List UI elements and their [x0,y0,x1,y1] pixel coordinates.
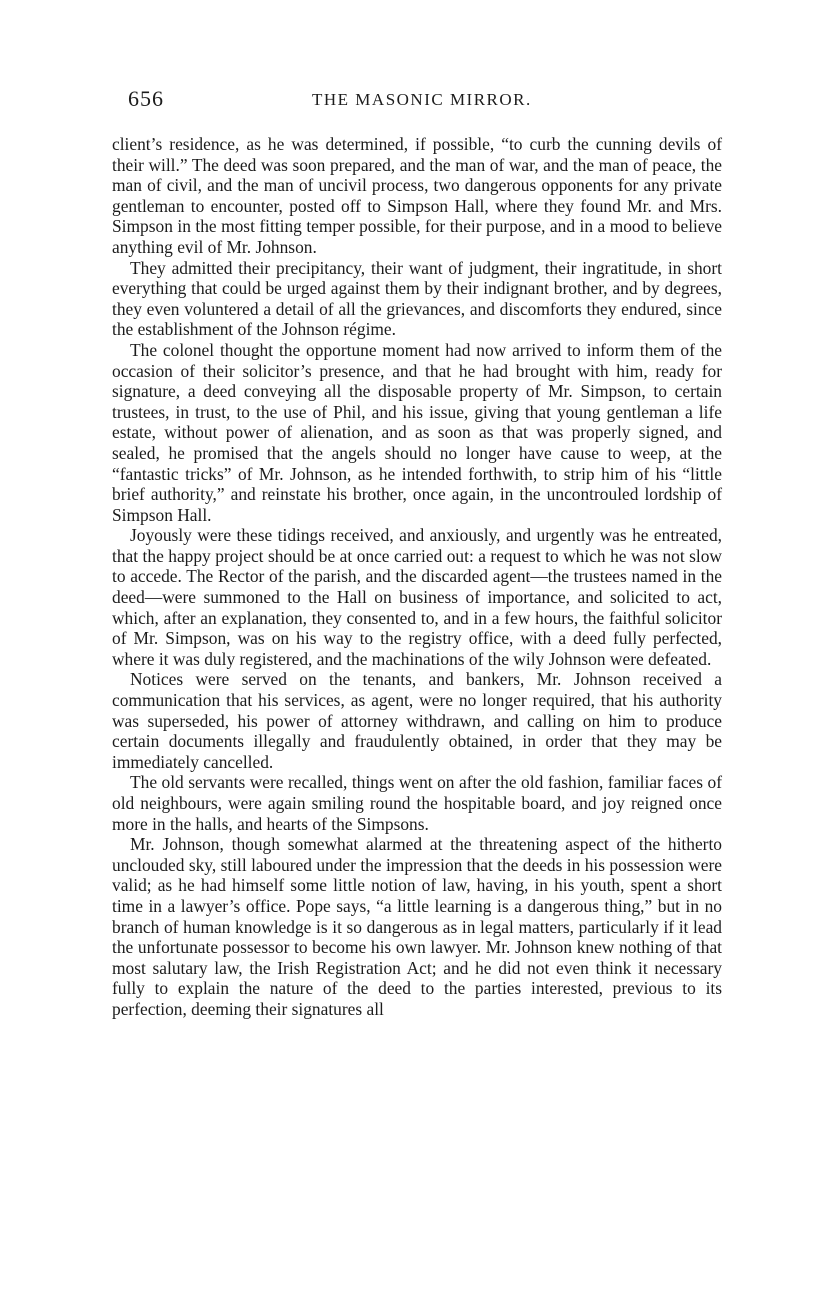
paragraph-3: The colonel thought the opportune moment had now arrived to inform them of the occasion of their solicitor’s presence, and that he had brought with him, ready for signature, a deed conveying all the disposable property of Mr. Simpson, to certain trustees, in trust, to the use of Phil, and his issue, giving that young gentleman a life estate, without power of alienation, and as soon as that was properly signed, and sealed, he promised that the angels should no longer have cause to weep, at the “fantastic tricks” of Mr. Johnson, as he intended forthwith, to strip him of his “little brief authority,” and reinstate his brother, once again, in the uncontrouled lordship of Simpson Hall. [112,339,722,525]
page-header [112,86,722,126]
book-page [112,86,722,1020]
page-number: 656 [128,86,164,111]
running-title: THE MASONIC MIRROR. [312,90,532,109]
paragraph-5: Notices were served on the tenants, and bankers, Mr. Johnson received a communication that his services, as agent, were no longer required, that his authority was superseded, his power of attorney withdrawn, and calling on him to produce certain documents illegally and fraudulently obtained, in order that they may be immediately cancelled. [112,669,722,772]
paragraph-6: The old servants were recalled, things went on after the old fashion, familiar faces of old neighbours, were again smiling round the hospitable board, and joy reigned once more in the halls, and hearts of the Simpsons. [112,772,722,834]
paragraph-1: client’s residence, as he was determined, if possible, “to curb the cunning devils of their will.” The deed was soon prepared, and the man of war, and the man of peace, the man of civil, and the man of uncivil process, two dangerous opponents for any private gentleman to encounter, posted off to Simpson Hall, where they found Mr. and Mrs. Simpson in the most fitting temper possible, for their purpose, and in a mood to believe anything evil of Mr. Johnson. [112,134,722,257]
paragraph-2: They admitted their precipitancy, their want of judgment, their ingratitude, in short everything that could be urged against them by their indignant brother, and by degrees, they even voluntered a detail of all the grievances, and discomforts they endured, since the establishment of the Johnson régime. [112,257,722,340]
body-text [112,134,722,1020]
paragraph-4: Joyously were these tidings received, and anxiously, and urgently was he entreated, that the happy project should be at once carried out: a request to which he was not slow to accede. The Rector of the parish, and the discarded agent—the trustees named in the deed—were summoned to the Hall on business of importance, and solicited to act, which, after an explanation, they consented to, and in a few hours, the faithful solicitor of Mr. Simpson, was on his way to the registry office, with a deed fully perfected, where it was duly registered, and the machinations of the wily Johnson were defeated. [112,525,722,669]
paragraph-7: Mr. Johnson, though somewhat alarmed at the threatening aspect of the hitherto unclouded sky, still laboured under the impression that the deeds in his possession were valid; as he had himself some little notion of law, having, in his youth, spent a short time in a lawyer’s office. Pope says, “a little learning is a dangerous thing,” but in no branch of human knowledge is it so dangerous as in legal matters, particularly if it lead the unfortunate possessor to become his own lawyer. Mr. Johnson knew nothing of that most salutary law, the Irish Registration Act; and he did not even think it necessary fully to explain the nature of the deed to the parties interested, previous to its perfection, deeming their signatures all [112,834,722,1019]
